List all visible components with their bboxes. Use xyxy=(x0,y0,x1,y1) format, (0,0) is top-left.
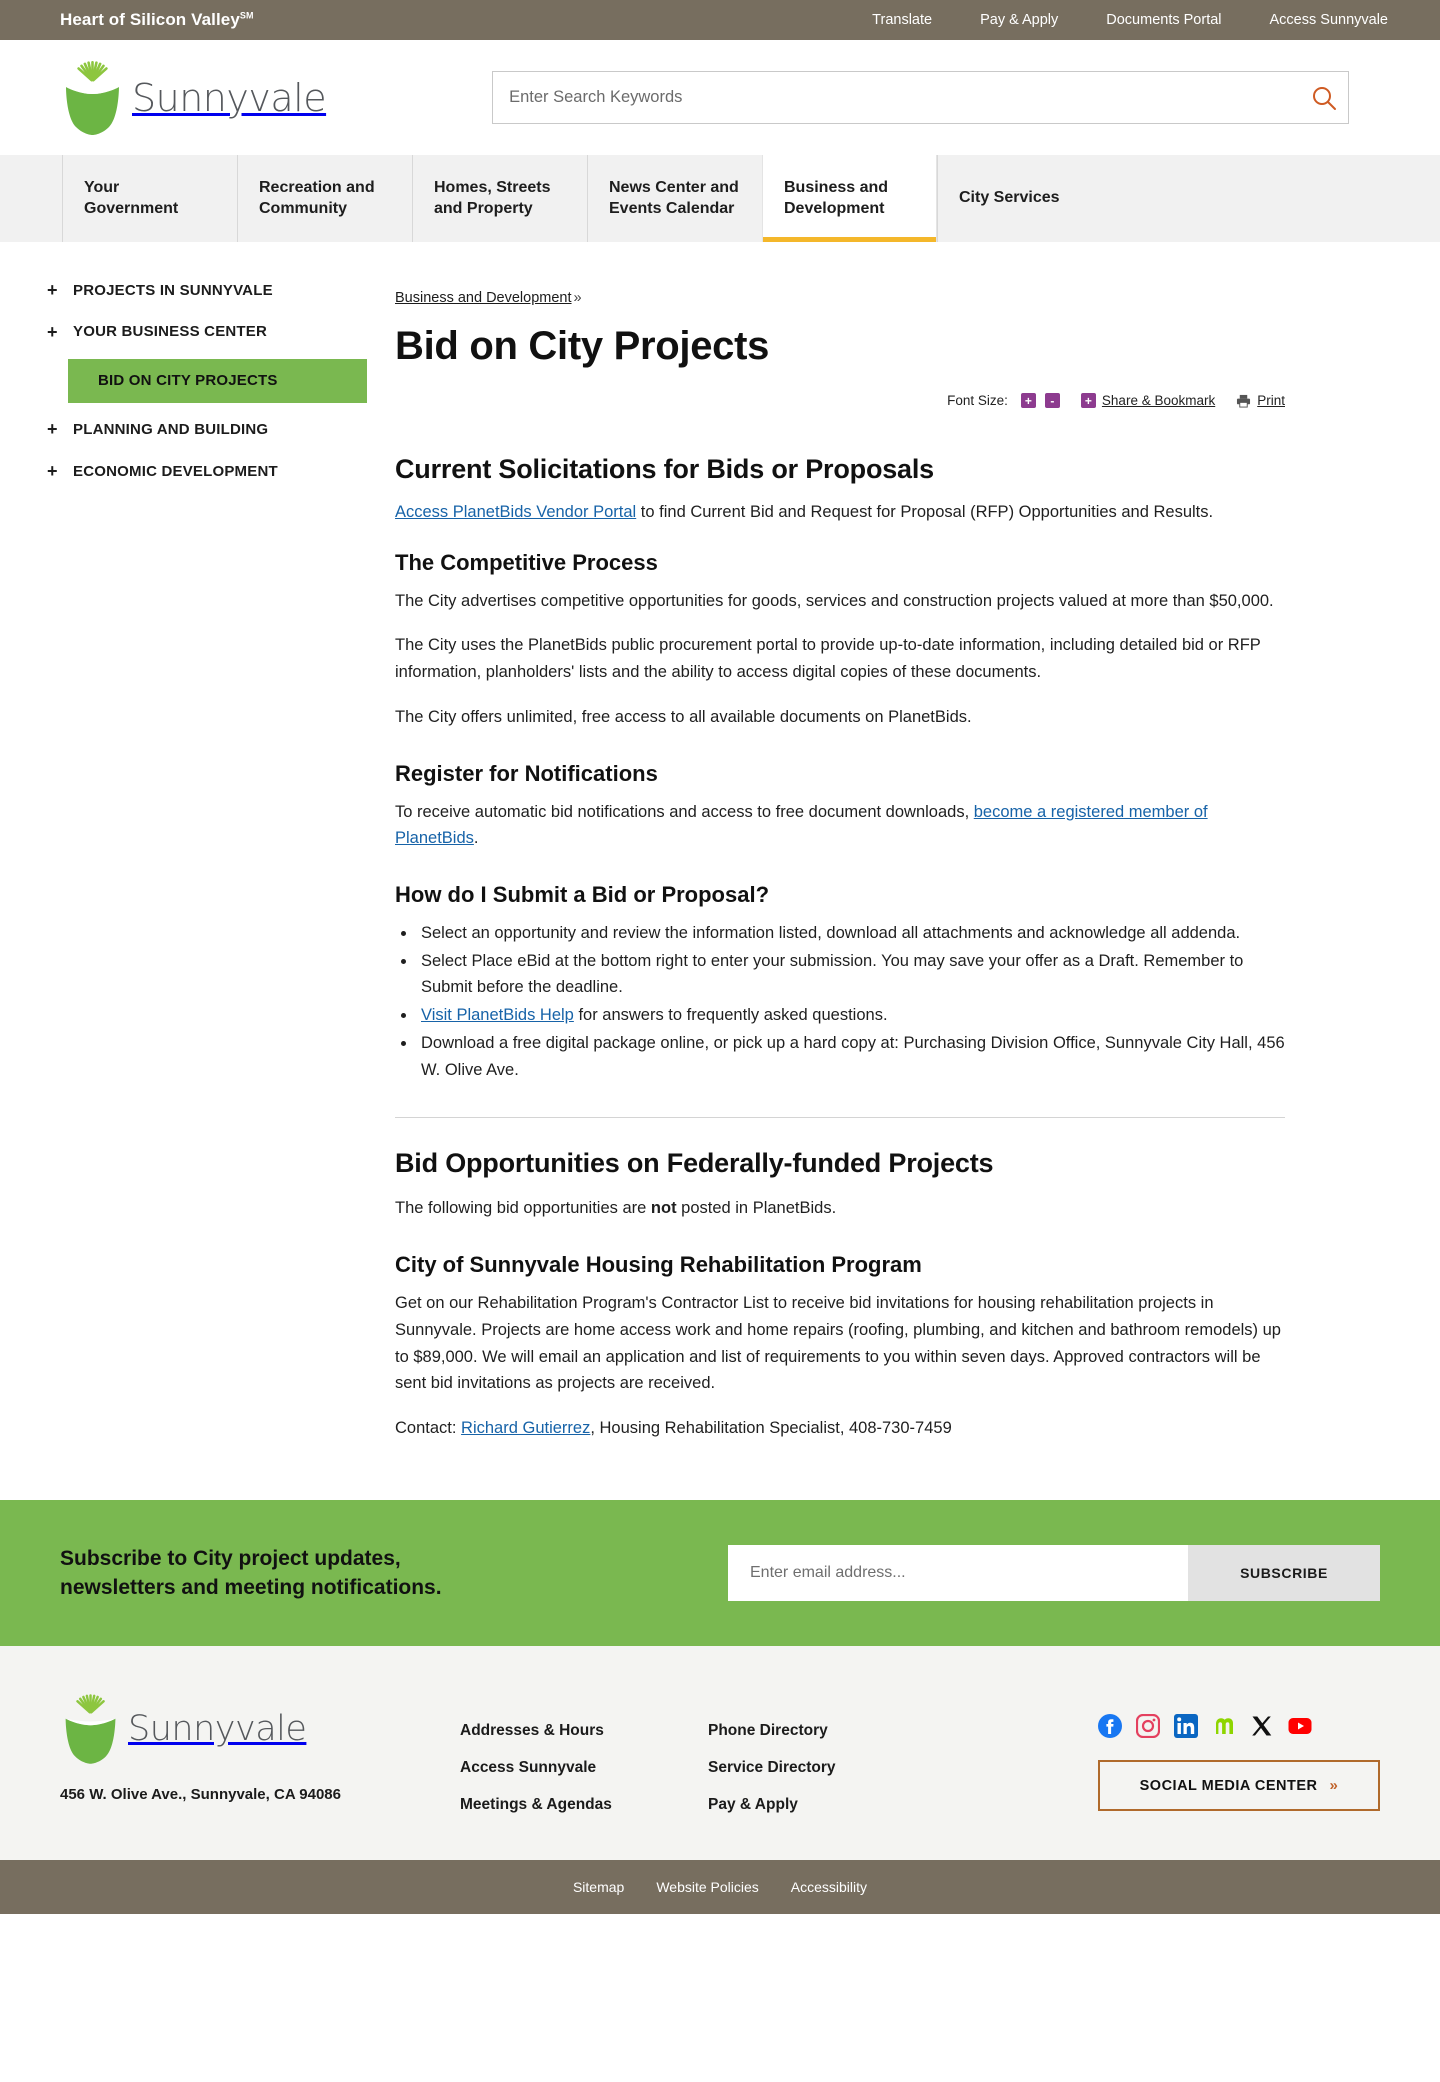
site-tagline-text: Heart of Silicon Valley xyxy=(60,10,240,29)
utility-link-documents-portal[interactable]: Documents Portal xyxy=(1106,12,1222,28)
nav-item-business-and-development[interactable]: Business and Development xyxy=(762,155,937,242)
main-content xyxy=(395,242,1335,1460)
heading-the-competitive-process: The Competitive Process xyxy=(395,549,658,575)
content-divider xyxy=(395,1117,1285,1118)
utility-link-access-sunnyvale[interactable]: Access Sunnyvale xyxy=(1269,12,1388,28)
sidebar-item-projects-in-sunnyvale[interactable] xyxy=(0,270,395,312)
instagram-icon[interactable] xyxy=(1136,1714,1160,1738)
list-item-text: for answers to frequently asked questions. xyxy=(573,1006,888,1025)
print-group[interactable] xyxy=(1236,393,1285,408)
sunnyvale-sun-leaf-icon xyxy=(60,61,126,135)
plus-icon: + xyxy=(47,280,58,300)
site-tagline-sm: SM xyxy=(239,10,254,21)
list-item: • Select Place eBid at the bottom right to enter your submission. You may save your offer as a Draft. Remember to Submit before the deadline. xyxy=(417,948,1285,1001)
site-logo[interactable] xyxy=(60,61,326,135)
plus-icon: + xyxy=(47,321,58,342)
social-icon-row xyxy=(1098,1714,1380,1738)
plus-icon: + xyxy=(47,460,58,481)
footer-link-phone-directory[interactable]: Phone Directory xyxy=(708,1722,828,1740)
subscribe-form xyxy=(728,1545,1380,1601)
utility-link-translate[interactable]: Translate xyxy=(872,12,933,28)
heading-federally-funded-projects: Bid Opportunities on Federally-funded Projects xyxy=(395,1148,994,1179)
bottom-bar xyxy=(0,1860,1440,1914)
link-richard-gutierrez[interactable]: Richard Gutierrez xyxy=(461,1418,591,1437)
social-media-center-label: SOCIAL MEDIA CENTER xyxy=(1139,1777,1318,1794)
sidebar-item-your-business-center[interactable] xyxy=(0,312,395,354)
share-bookmark-group[interactable] xyxy=(1081,393,1215,408)
subscribe-button[interactable]: SUBSCRIBE xyxy=(1188,1545,1380,1601)
page-title: Bid on City Projects xyxy=(395,324,770,368)
paragraph-competitive-3: The City offers unlimited, free access to all available documents on PlanetBids. xyxy=(395,707,972,726)
nav-item-recreation-and-community[interactable]: Recreation and Community xyxy=(237,155,412,242)
sidebar-item-label: PLANNING AND BUILDING xyxy=(73,420,269,438)
linkedin-icon[interactable] xyxy=(1174,1714,1198,1738)
paragraph-competitive-1: The City advertises competitive opportunities for goods, services and construction projects valued at more than $50,000. xyxy=(395,591,1274,610)
site-footer xyxy=(0,1646,1440,1860)
paragraph-federal-post: posted in PlanetBids. xyxy=(676,1199,837,1218)
nav-spacer xyxy=(1081,155,1440,242)
youtube-icon[interactable] xyxy=(1288,1714,1312,1738)
print-link[interactable]: Print xyxy=(1257,393,1285,408)
footer-links-column-1 xyxy=(460,1694,708,1814)
page-body xyxy=(0,242,1440,1500)
sidebar-item-bid-on-city-projects[interactable] xyxy=(68,359,367,403)
heading-register-for-notifications: Register for Notifications xyxy=(395,760,658,786)
paragraph-register-pre: To receive automatic bid notifications and access to free document downloads, xyxy=(395,802,974,821)
utility-bar xyxy=(0,0,1440,40)
paragraph-register xyxy=(395,799,1285,852)
nav-item-city-services[interactable]: City Services xyxy=(937,155,1081,242)
sidebar-item-label: ECONOMIC DEVELOPMENT xyxy=(73,462,278,480)
subscribe-heading-line1: Subscribe to City project updates, xyxy=(60,1546,401,1570)
sidebar-item-label: YOUR BUSINESS CENTER xyxy=(73,323,268,341)
footer-social xyxy=(1098,1694,1380,1811)
paragraph-housing: Get on our Rehabilitation Program's Contractor List to receive bid invitations for housing rehabilitation projects in Sunnyvale. Projects are home access work and home repairs (roofing, plumbing, and kitchen and bathroom remodels) up to $89,000. We will email an application and list of requirements to you within seven days. Approved contractors will be sent bid invitations as projects are received. xyxy=(395,1294,1281,1393)
x-twitter-icon[interactable] xyxy=(1250,1714,1274,1738)
paragraph-federal-pre: The following bid opportunities are xyxy=(395,1199,651,1218)
link-access-planetbids-vendor-portal[interactable]: Access PlanetBids Vendor Portal xyxy=(395,503,637,521)
site-header xyxy=(0,40,1440,155)
nav-item-homes-streets-and-property[interactable]: Homes, Streets and Property xyxy=(412,155,587,242)
font-size-decrease-button[interactable]: - xyxy=(1045,393,1060,408)
breadcrumb xyxy=(395,290,1285,306)
paragraph-competitive-2: The City uses the PlanetBids public procurement portal to provide up-to-date information, including detailed bid or RFP information, planholders' lists and the ability to access digital copies of these documents. xyxy=(395,636,1261,682)
search-button[interactable] xyxy=(1311,85,1337,111)
sidebar-item-label: PROJECTS IN SUNNYVALE xyxy=(73,281,273,299)
footer-links-column-2 xyxy=(708,1694,956,1814)
footer-logo[interactable] xyxy=(60,1694,460,1764)
utility-links xyxy=(848,12,1408,28)
section-sidebar xyxy=(0,242,395,532)
breadcrumb-link-business-and-development[interactable]: Business and Development xyxy=(395,290,572,306)
share-plus-icon[interactable]: + xyxy=(1081,393,1096,408)
sidebar-item-planning-and-building[interactable] xyxy=(0,409,395,451)
nextdoor-icon[interactable] xyxy=(1212,1714,1236,1738)
nav-item-news-center-and-events-calendar[interactable]: News Center and Events Calendar xyxy=(587,155,762,242)
subscribe-band xyxy=(0,1500,1440,1647)
submit-steps-list xyxy=(417,920,1285,1083)
search-input[interactable] xyxy=(492,71,1349,124)
font-size-label: Font Size: xyxy=(947,393,1008,408)
subscribe-heading-line2: newsletters and meeting notifications. xyxy=(60,1576,442,1600)
footer-brand-name: Sunnyvale xyxy=(128,1709,307,1750)
bottom-link-sitemap[interactable]: Sitemap xyxy=(572,1879,625,1896)
paragraph-current-solicitations xyxy=(395,499,1285,526)
printer-icon xyxy=(1236,394,1251,408)
footer-address: 456 W. Olive Ave., Sunnyvale, CA 94086 xyxy=(60,1786,341,1804)
heading-housing-rehabilitation-program: City of Sunnyvale Housing Rehabilitation Program xyxy=(395,1252,922,1278)
sidebar-item-economic-development[interactable] xyxy=(0,451,395,493)
nav-item-your-government[interactable]: Your Government xyxy=(62,155,237,242)
paragraph-contact-pre: Contact: xyxy=(395,1418,462,1437)
paragraph-contact xyxy=(395,1415,1285,1442)
paragraph-register-post: . xyxy=(473,829,479,848)
paragraph-contact-post: , Housing Rehabilitation Specialist, 408-730-7459 xyxy=(590,1418,952,1437)
footer-link-addresses-hours[interactable]: Addresses & Hours xyxy=(460,1722,604,1740)
font-size-increase-button[interactable]: + xyxy=(1021,393,1036,408)
footer-link-service-directory[interactable]: Service Directory xyxy=(708,1759,836,1777)
paragraph-current-rest: to find Current Bid and Request for Proposal (RFP) Opportunities and Results. xyxy=(636,503,1214,521)
sunnyvale-sun-leaf-icon xyxy=(60,1694,122,1764)
paragraph-federal xyxy=(395,1195,1285,1222)
link-become-registered-member[interactable]: become a registered member of PlanetBids xyxy=(395,802,1208,848)
bottom-link-accessibility[interactable]: Accessibility xyxy=(790,1879,868,1896)
footer-brand xyxy=(60,1694,460,1803)
sidebar-item-label: BID ON CITY PROJECTS xyxy=(98,372,278,390)
paragraph-federal-bold: not xyxy=(650,1199,677,1218)
site-brand-name: Sunnyvale xyxy=(132,75,327,120)
footer-link-meetings-agendas[interactable]: Meetings & Agendas xyxy=(460,1796,612,1814)
email-field[interactable] xyxy=(728,1545,1188,1601)
site-search xyxy=(492,71,1349,124)
double-chevron-right-icon: » xyxy=(1329,1777,1339,1795)
bottom-link-website-policies[interactable]: Website Policies xyxy=(656,1879,759,1896)
site-tagline xyxy=(60,10,254,30)
subscribe-heading xyxy=(60,1544,442,1603)
list-item: • Select an opportunity and review the information listed, download all attachments and acknowledge all addenda. xyxy=(417,920,1285,947)
list-item xyxy=(417,1002,1285,1029)
footer-link-access-sunnyvale[interactable]: Access Sunnyvale xyxy=(460,1759,597,1777)
heading-how-do-i-submit: How do I Submit a Bid or Proposal? xyxy=(395,882,770,908)
main-navigation xyxy=(0,155,1440,242)
heading-current-solicitations: Current Solicitations for Bids or Proposals xyxy=(395,454,934,484)
utility-link-pay-apply[interactable]: Pay & Apply xyxy=(980,12,1059,28)
social-media-center-button[interactable] xyxy=(1098,1760,1380,1811)
page-toolbar xyxy=(395,393,1285,408)
link-visit-planetbids-help[interactable]: Visit PlanetBids Help xyxy=(421,1006,574,1025)
list-item: • Download a free digital package online, or pick up a hard copy at: Purchasing Division Office, Sunnyvale City Hall, 456 W. Olive Ave. xyxy=(417,1030,1285,1083)
footer-link-pay-apply[interactable]: Pay & Apply xyxy=(708,1796,798,1814)
breadcrumb-separator: » xyxy=(573,290,582,306)
facebook-icon[interactable] xyxy=(1098,1714,1122,1738)
plus-icon: + xyxy=(47,419,58,440)
share-bookmark-link[interactable]: Share & Bookmark xyxy=(1101,393,1216,408)
